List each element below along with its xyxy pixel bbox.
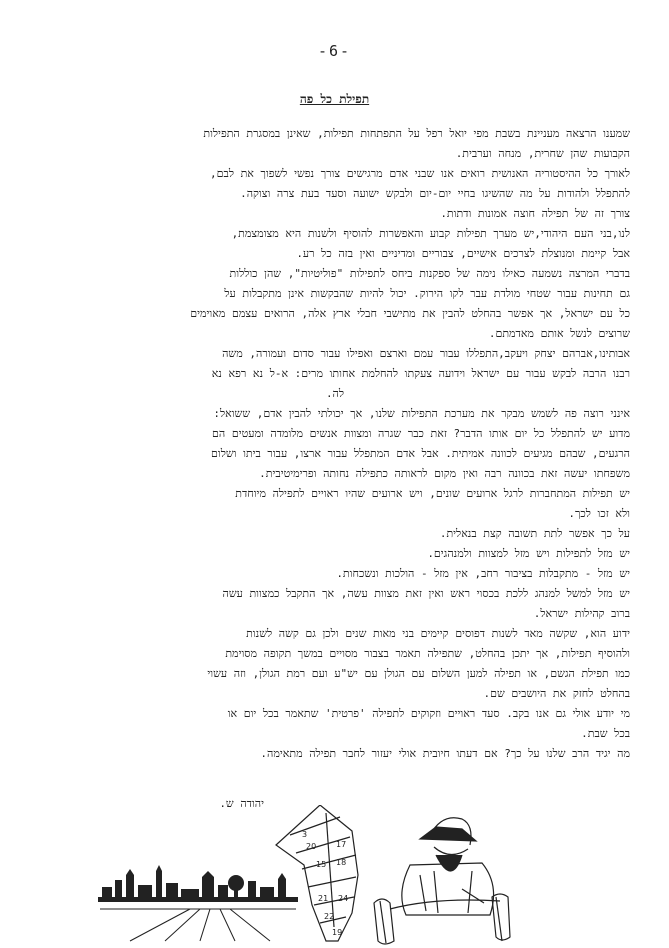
- skyline-illustration: [98, 865, 298, 902]
- body-line: שרוצים לנשל אותם מאדמתם.: [488, 327, 630, 340]
- body-line: יש מזל לתפילות ויש מזל למצוות ולמנהגים.: [427, 547, 630, 560]
- body-line: ולהוסיף תפילות, אך יתכן בהחלט, שתפילה תאמר בצבור מסויים במשך תקופה מסוימת: [225, 647, 630, 660]
- body-line: יש תפילות המתחברות לרגל ארועים שונים, ויש ארועים שהיו ראויים לתפילה מיוחדת: [235, 487, 630, 500]
- body-line: ולא זכו לכך.: [568, 507, 630, 520]
- illustration-skyline-map-scribe: [90, 805, 610, 945]
- body-line: להתפלל ולהודות על מה שהשיגו בחיי יום-יום ולבקש ישועה וסעד בעת צרה וצוקה.: [240, 187, 630, 200]
- scribe-illustration: [374, 818, 510, 944]
- body-line: כמו תפילת הגשם, או תפילה למען השלום עם הגולן עם יש"ע ועם רמת הגולן, וזה עשוי: [207, 667, 630, 680]
- body-line: אבל קיימת ומנוצלת לצרכים אישיים, צבוריים ומדיניים ואין בזה כל רע.: [296, 247, 630, 260]
- body-line: מה יגיד הרב שלנו על כך? אם דעתו חיובית אולי יעזור לחבר תפילה מתאימה.: [260, 747, 630, 760]
- body-line: ברוב קהילות ישראל.: [533, 607, 630, 620]
- article-body: [40, 124, 630, 764]
- body-line: אבותינו,אברהם יצחק ויעקב,התפללו עבור עמם וארצם ואפילו עבור סדום ועמורה, משה: [222, 347, 630, 360]
- body-line: צורך זה של תפילה חוצה אמונות ודתות.: [440, 207, 630, 220]
- body-line: בדברי המרצה נשמעה כאילו נימה של ספקנות ביחס לתפילות "פוליטיות", שהן כוללות: [229, 267, 630, 280]
- body-line: מדוע יש להתפלל כל יום אותו הדבר? זאת כבר שגרה ומצוות אנשים מלומדה ומעטים הם: [212, 427, 630, 440]
- body-line: בהחלט לחזק את היושבים שם.: [483, 687, 630, 700]
- body-line: כל עם ישראל, אך אפשר בהחלט להבין את מתישבי חבלי ארץ אלה, הרואים עצמם מאוימים: [190, 307, 630, 320]
- body-line: אינני רוצה פה לשמש מבקר את מערכת התפילות שלנו, אך יכולתי להבין אדם, ששואל:: [213, 407, 630, 420]
- body-line: לאורך כל ההיסטוריה האנושית רואים אנו שבני אדם מרגישים צורך נפשי לשפוך את לבם,: [210, 167, 630, 180]
- map-number: 22: [324, 912, 335, 921]
- body-line: ידוע הוא, שקשה מאד לשנות דפוסים קיימים בני מאות שנים ולכן גם קשה לשנות: [246, 627, 630, 640]
- body-line: יש מזל - מתקבלות בציבור רחב, אין מזל - הולכות ונשכחות.: [336, 567, 630, 580]
- map-number: 24: [338, 894, 349, 903]
- body-line: משפחתו יעשה זאת בכוונה רבה ואין מקום לראותה כתפילה נחותה ופרימיטיבית.: [259, 467, 630, 480]
- author-signature: יהודה ש.: [219, 797, 264, 810]
- body-line: מי יודע אולי גם אנו בקב. סעד ראויים וזקוקים לתפילה 'פרטית' שתאמר בכל יום או: [227, 707, 630, 720]
- body-line: על כך אפשר לתת תשובה קצת בנאלית.: [439, 527, 630, 540]
- map-number: 21: [318, 894, 329, 903]
- body-line: גם תחינות עבור שטחי מולדת עבר לקו הירוק. יכול להיות שהבקשות אינן מתקבלות על: [224, 287, 630, 300]
- map-number: 15: [316, 860, 327, 869]
- body-line: יש מזל למשל למנהג ללכת בכסוי ראש ואין זאת מצוות עשה, אך התקבל כמצוות עשה: [222, 587, 630, 600]
- body-line: לה.: [325, 387, 345, 400]
- map-number: 17: [336, 840, 347, 849]
- body-line: בכל שבת.: [581, 727, 630, 740]
- article-title: תפילת כל פה: [299, 92, 370, 106]
- body-line: הרגעים, שבהם מגיעים לכוונה אמיתית. אבל אדם המתפלל עבור ארצו, עבור ביתו ושלום: [211, 447, 630, 460]
- map-number: 3: [302, 830, 308, 839]
- field-rows-illustration: [100, 909, 296, 941]
- body-line: לנו,בני העם היהודי,יש מערך תפילות קבוע והאפשרות להוסיף ולשנות היא מצומצמת,: [231, 227, 630, 240]
- body-line: שמענו הרצאה מעניינת בשבת מפי יואל רפל על התפתחות תפילות, שאינן במסגרת התפילות: [203, 127, 630, 140]
- map-number: 19: [332, 928, 343, 937]
- map-number: 18: [336, 858, 347, 867]
- map-illustration: [276, 805, 358, 941]
- body-line: הקבועות שהן שחרית, מנחה וערבית.: [455, 147, 630, 160]
- map-number: 20: [306, 842, 317, 851]
- page-number: -6-: [317, 42, 352, 60]
- body-line: רבנו הרבה לבקש עבור עם ישראל וידועה צעקתו להחלמת אחותו מרים: א-ל נא רפא נא: [211, 367, 630, 380]
